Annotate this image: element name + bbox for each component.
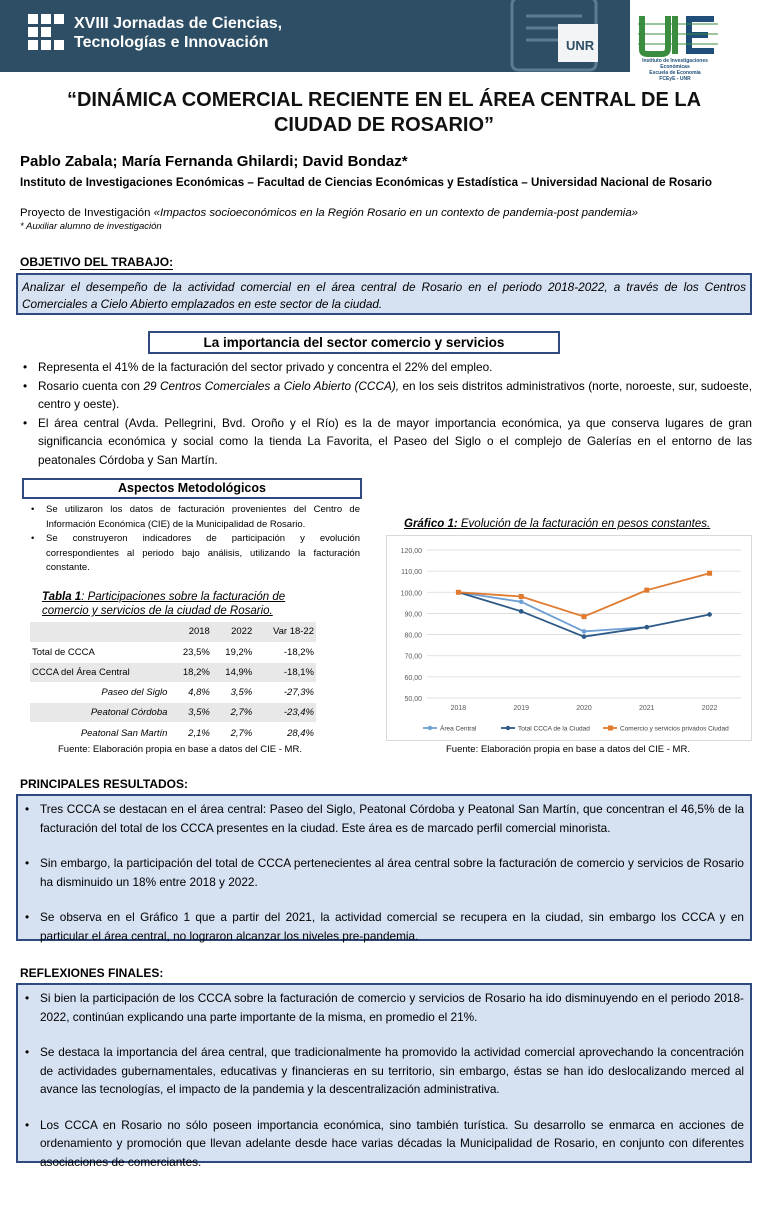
event-title-line2: Tecnologías e Innovación: [74, 34, 269, 51]
data-point: [582, 634, 587, 639]
results-box: [16, 794, 752, 941]
objective-box: Analizar el desempeño de la actividad comercial en el área central de Rosario en el periodo 2018-2022, a través de los Centros Comerciales a Cielo Abierto emplazados en este sector de la ciudad.: [16, 273, 752, 315]
event-title-line1: XVIII Jornadas de Ciencias,: [74, 15, 283, 32]
results-bullet-1: • Tres CCCA se destacan en el área central: Paseo del Siglo, Peatonal Córdoba y Peatonal San Martín, que concentran el 46,5% de la facturación del total de los CCCA presentes en la ciudad. Este área es de marcado perfil comercial minorista.: [22, 800, 744, 837]
table-cell: 2,7%: [212, 723, 254, 743]
table-row: [30, 723, 316, 743]
iie-caption: [630, 58, 720, 82]
table-header-cell: 2022: [212, 622, 254, 642]
data-point: [582, 629, 587, 634]
table-cell: 28,4%: [254, 723, 316, 743]
data-point: [582, 614, 587, 619]
table-cell: 4,8%: [169, 683, 211, 703]
chart-caption-text: Evolución de la facturación en pesos constantes.: [457, 518, 711, 530]
table-cell: 2,1%: [169, 723, 211, 743]
table-cell: Total de CCCA: [30, 642, 169, 662]
legend-label: Comercio y servicios privados Ciudad: [620, 725, 729, 733]
results-list: [22, 800, 744, 945]
legend-marker: [608, 726, 613, 731]
table-row: [30, 642, 316, 662]
y-tick-label: 100,00: [400, 590, 422, 598]
iie-logo-panel: [630, 0, 768, 82]
importance-bullet-1: • Representa el 41% de la facturación del sector privado y concentra el 22% del empleo.: [20, 358, 752, 377]
table-header-cell: 2018: [169, 622, 211, 642]
importance-list: [20, 358, 752, 470]
y-tick-label: 110,00: [401, 569, 422, 577]
reflections-bullet-2: • Se destaca la importancia del área central, que tradicionalmente ha promovido la actividad comercial aprovechando la concentración de actividades gubernamentales, educativas y financieras en su territorio, sin embargo, éstas se han ido deslocalizando merced al avance las tecnologías, el impacto de la pandemia y la descentralización administrativa.: [22, 1043, 744, 1099]
project-name: «Impactos socioeconómicos en la Región Rosario en un contexto de pandemia-post pandemia»: [153, 207, 639, 219]
importance-bullet-2: [20, 377, 752, 414]
reflections-heading: REFLEXIONES FINALES:: [20, 966, 164, 980]
x-tick-label: 2020: [576, 705, 592, 712]
x-tick-label: 2021: [639, 705, 655, 712]
data-point: [644, 588, 649, 593]
method-bullet-2: • Se construyeron indicadores de participación y evolución correspondientes al periodo bajo análisis, utilizando la facturación constante.: [28, 532, 360, 576]
reflections-list: [22, 989, 744, 1171]
table-row: [30, 683, 316, 703]
poster-title: [10, 88, 758, 138]
poster-title-line2: CIUDAD DE ROSARIO”: [273, 114, 494, 136]
table-cell: Peatonal San Martín: [30, 723, 169, 743]
project-line: [20, 206, 750, 221]
jornadas-logo-icon: [28, 14, 64, 54]
table-row: [30, 662, 316, 682]
legend-label: Total CCCA de la Ciudad: [518, 725, 590, 733]
event-title: [74, 14, 282, 52]
y-tick-label: 60,00: [404, 674, 422, 682]
legend-marker: [506, 726, 510, 730]
footnote: * Auxiliar alumno de investigación: [20, 221, 162, 232]
table-header-cell: [30, 622, 169, 642]
table-cell: 19,2%: [212, 642, 254, 662]
iie-caption-line3: FCEyE - UNR: [659, 76, 691, 82]
method-heading: Aspectos Metodológicos: [22, 478, 362, 499]
line-chart: [387, 536, 751, 740]
x-tick-label: 2022: [701, 705, 718, 712]
data-point: [519, 609, 524, 614]
results-bullet-2: • Sin embargo, la participación del total de CCCA pertenecientes al área central sobre la facturación de comercio y servicios de Rosario ha disminuido un 18% entre 2018 y 2022.: [22, 854, 744, 891]
table-caption-text: : Participaciones sobre la facturación de comercio y servicios de la ciudad de Rosario.: [42, 591, 286, 617]
table-cell: 23,5%: [169, 642, 211, 662]
table-cell: 14,9%: [212, 662, 254, 682]
importance-bullet-2-em: 29 Centros Comerciales a Cielo Abierto (CCCA),: [143, 378, 400, 393]
data-point: [519, 594, 524, 599]
reflections-box: [16, 983, 752, 1169]
document-illustration-icon: [500, 0, 608, 74]
x-tick-label: 2019: [513, 705, 529, 712]
iie-caption-line1: Instituto de Investigaciones Económicas: [642, 58, 708, 70]
importance-bullet-3: • El área central (Avda. Pellegrini, Bvd. Oroño y el Río) es la de mayor importancia económica, ya que conserva lugares de gran significancia económica y social como la tienda La Favorita, el Paseo del Siglo o el complejo de Galerías en el entorno de las peatonales Córdoba y San Martín.: [20, 414, 752, 470]
table-header-row: [30, 622, 316, 642]
chart-source: Fuente: Elaboración propia en base a datos del CIE - MR.: [446, 744, 690, 755]
table-cell: 3,5%: [212, 683, 254, 703]
authors: Pablo Zabala; María Fernanda Ghilardi; David Bondaz*: [20, 153, 408, 170]
importance-heading: La importancia del sector comercio y servicios: [148, 331, 560, 354]
institute: Instituto de Investigaciones Económicas – Facultad de Ciencias Económicas y Estadística – Universidad Nacional de Rosario: [20, 176, 712, 189]
unr-logo-text: UNR: [566, 38, 595, 53]
series-line: [458, 592, 646, 631]
legend-marker: [428, 726, 432, 730]
table-cell: Peatonal Córdoba: [30, 703, 169, 723]
y-tick-label: 90,00: [404, 611, 422, 619]
table-cell: 2,7%: [212, 703, 254, 723]
chart-caption-label: Gráfico 1:: [404, 518, 458, 530]
participation-table: [30, 622, 316, 744]
table-cell: -27,3%: [254, 683, 316, 703]
poster-title-line1: “DINÁMICA COMERCIAL RECIENTE EN EL ÁREA CENTRAL DE LA: [66, 89, 702, 111]
results-heading: PRINCIPALES RESULTADOS:: [20, 777, 189, 791]
table-cell: -18,1%: [254, 662, 316, 682]
table-cell: 3,5%: [169, 703, 211, 723]
table-cell: -23,4%: [254, 703, 316, 723]
data-point: [645, 625, 650, 630]
table-cell: -18,2%: [254, 642, 316, 662]
y-tick-label: 80,00: [404, 632, 422, 640]
series-line: [458, 573, 709, 616]
y-tick-label: 70,00: [404, 653, 422, 661]
legend-label: Área Central: [440, 725, 477, 733]
y-tick-label: 50,00: [404, 696, 422, 703]
iie-caption-line2: Escuela de Economía: [649, 70, 701, 76]
chart-container: [386, 535, 752, 741]
table-cell: 18,2%: [169, 662, 211, 682]
reflections-bullet-1: • Si bien la participación de los CCCA sobre la facturación de comercio y servicios de Rosario ha ido disminuyendo en el periodo 2018-2022, continúan explicando una parte importante de la misma, en promedio el 21%.: [22, 989, 744, 1026]
objective-heading: OBJETIVO DEL TRABAJO:: [20, 255, 174, 269]
project-prefix: Proyecto de Investigación: [20, 207, 154, 219]
table-header-cell: Var 18-22: [254, 622, 316, 642]
iie-logo-icon: [638, 10, 718, 56]
data-point: [707, 571, 712, 576]
importance-bullet-2-post: en los seis distritos administrativos (norte, noroeste, sur, sudoeste, centro y oeste).: [38, 378, 752, 412]
reflections-bullet-3: • Los CCCA en Rosario no sólo poseen importancia económica, sino también turística. Su desarrollo se enmarca en acciones de ordenamiento y promoción que llevan adelante desde hace varias décadas la Municipalidad de Rosario, en conjunto con diferentes asociaciones de comerciantes.: [22, 1116, 744, 1172]
y-tick-label: 120,00: [400, 548, 422, 555]
table-row: [30, 703, 316, 723]
data-point: [707, 612, 712, 617]
method-list: [28, 503, 360, 576]
table-caption: [42, 590, 332, 618]
table-cell: Paseo del Siglo: [30, 683, 169, 703]
method-bullet-1: • Se utilizaron los datos de facturación provenientes del Centro de Información Económica (CIE) de la Municipalidad de Rosario.: [28, 503, 360, 532]
data-point: [519, 600, 524, 605]
table-source: Fuente: Elaboración propia en base a datos del CIE - MR.: [58, 744, 302, 755]
data-point: [456, 590, 461, 595]
x-tick-label: 2018: [450, 705, 467, 712]
table-cell: CCCA del Área Central: [30, 662, 169, 682]
header-band: [0, 0, 768, 82]
importance-bullet-2-pre: Rosario cuenta con: [38, 378, 144, 393]
chart-caption: [404, 518, 710, 530]
results-bullet-3: • Se observa en el Gráfico 1 que a partir del 2021, la actividad comercial se recupera en la ciudad, sin embargo los CCCA y en particular el área central, no lograron alcanzar los niveles pre-pandemia.: [22, 908, 744, 945]
table-caption-label: Tabla 1: [42, 591, 82, 603]
